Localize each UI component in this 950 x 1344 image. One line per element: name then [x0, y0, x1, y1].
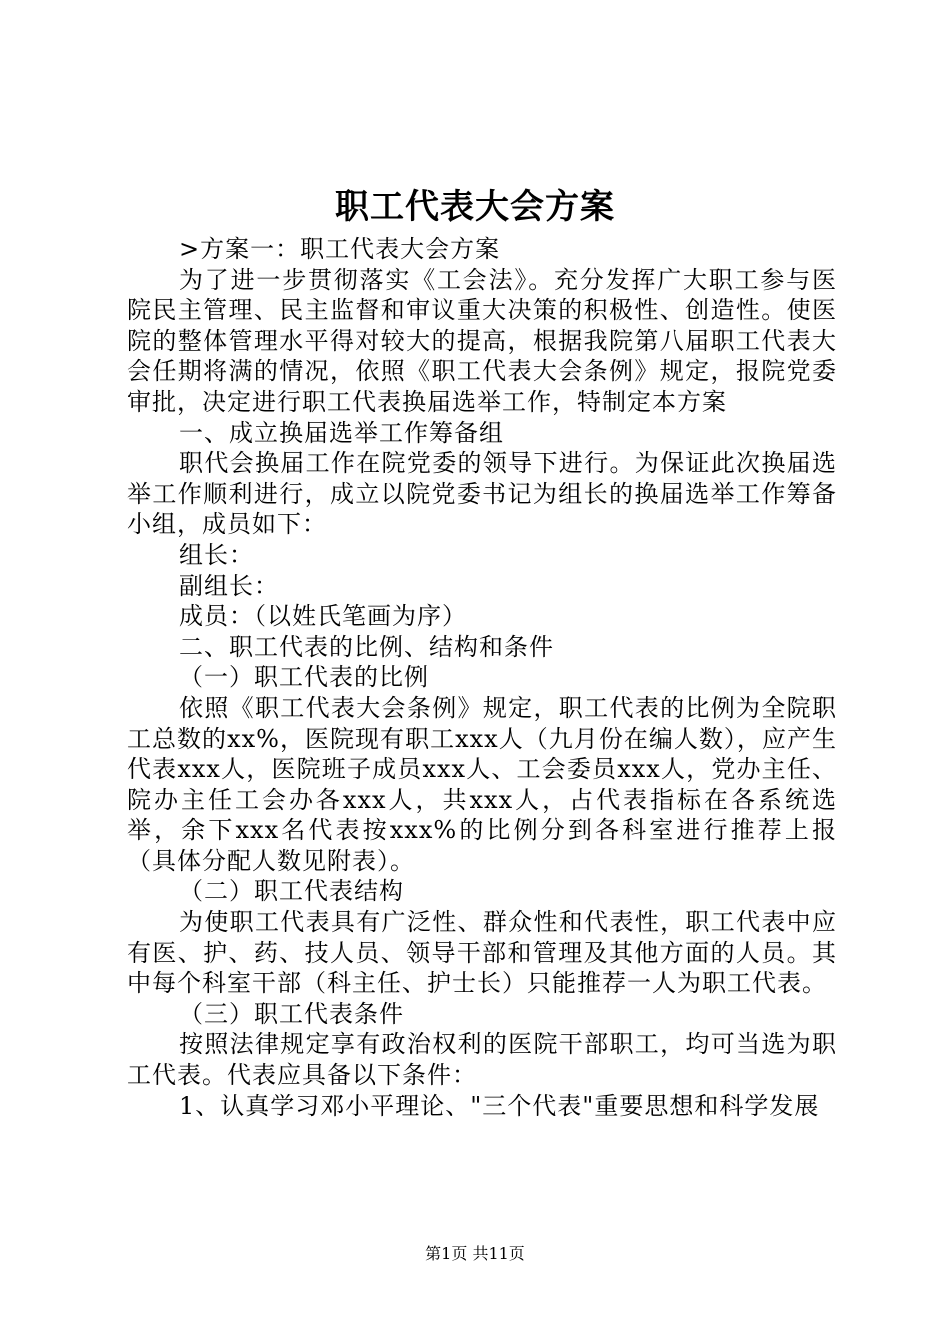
paragraph-intro: 为了进一步贯彻落实《工会法》。充分发挥广大职工参与医院民主管理、民主监督和审议重大决策的积极性、创造性。使医院的整体管理水平得对较大的提高，根据我院第八届职工代表大会任期将满的情况，依照《职工代表大会条例》规定，报院党委审批，决定进行职工代表换届选举工作，特制定本方案: [127, 265, 837, 416]
paragraph-section-1: 职代会换届工作在院党委的领导下进行。为保证此次换届选举工作顺利进行，成立以院党委书记为组长的换届选举工作筹备小组，成员如下：: [127, 449, 837, 539]
list-item-deputy-leader: 副组长：: [179, 571, 279, 600]
paragraph-structure: 为使职工代表具有广泛性、群众性和代表性，职工代表中应有医、护、药、技人员、领导干部和管理及其他方面的人员。其中每个科室干部（科主任、护士长）只能推荐一人为职工代表。: [127, 908, 837, 998]
subsection-heading-ratio: （一）职工代表的比例: [179, 663, 429, 692]
paragraph-conditions: 按照法律规定享有政治权利的医院干部职工，均可当选为职工代表。代表应具备以下条件：: [127, 1030, 837, 1090]
paragraph-ratio: 依照《职工代表大会条例》规定，职工代表的比例为全院职工总数的xx%，医院现有职工xxx人（九月份在编人数），应产生代表xxx人，医院班子成员xxx人、工会委员xxx人，党办主任、院办主任工会办各xxx人，共xxx人，占代表指标在各系统选举，余下xxx名代表按xxx%的比例分到各科室进行推荐上报（具体分配人数见附表）。: [127, 693, 837, 875]
page-footer: 第1页 共11页: [425, 1244, 525, 1263]
section-heading-1: 一、成立换届选举工作筹备组: [179, 418, 504, 447]
list-item-condition-1: 1、认真学习邓小平理论、"三个代表"重要思想和科学发展: [179, 1091, 820, 1120]
document-body: [127, 234, 837, 1121]
subsection-heading-conditions: （三）职工代表条件: [179, 999, 404, 1028]
document-title: 职工代表大会方案: [335, 187, 615, 227]
list-item-leader: 组长：: [179, 540, 254, 569]
subsection-heading-structure: （二）职工代表结构: [179, 877, 404, 906]
list-item-members: 成员：（以姓氏笔画为序）: [179, 602, 467, 631]
section-heading-2: 二、职工代表的比例、结构和条件: [179, 632, 554, 661]
paragraph-plan-heading: >方案一：职工代表大会方案: [179, 235, 501, 263]
